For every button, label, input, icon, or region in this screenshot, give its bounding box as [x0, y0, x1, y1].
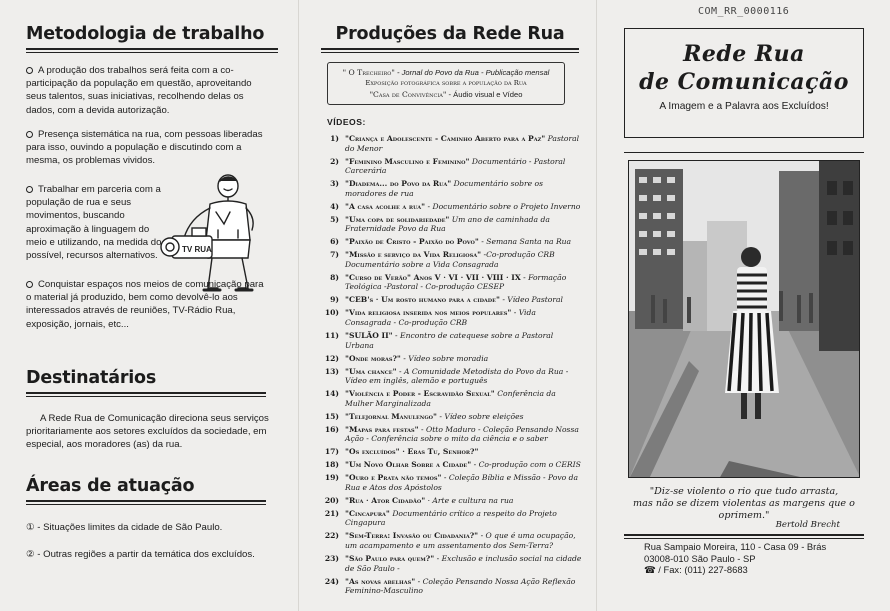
logo-box: [624, 28, 864, 138]
video-text: [345, 460, 583, 470]
video-description: - Encontro de catequese sobre a Pastoral Urbana: [345, 331, 554, 350]
video-item: [321, 509, 583, 528]
video-text: [345, 577, 583, 596]
video-text: [345, 389, 583, 408]
video-description: - A Comunidade Metodista do Povo da Rua - Vídeo em inglês, alemão e português: [345, 366, 569, 386]
video-number: 1): [330, 134, 339, 143]
video-text: [345, 250, 583, 269]
brecht-quote: [624, 486, 864, 522]
destinatarios-text: A Rede Rua de Comunicação direciona seus serviços prioritariamente aos setores excluídos da sociedade, em especial, aos moradores (as) da rua.: [26, 413, 269, 451]
video-number: 4): [330, 201, 339, 211]
video-item: [321, 202, 583, 212]
metodologia-section: [26, 24, 278, 53]
bullet-icon: [26, 186, 33, 193]
areas-title: Áreas de atuação: [26, 476, 195, 496]
video-item: [321, 367, 583, 386]
video-number: 13): [324, 366, 339, 376]
video-description: -Co-produção CRB Documentário sobre a Vida Consagrada: [345, 250, 555, 269]
street-photo: [628, 160, 860, 478]
video-description: - Vídeo Pastoral: [502, 295, 563, 305]
videos-label: VÍDEOS:: [327, 117, 366, 127]
producoes-box: [327, 62, 565, 105]
video-description: - Otto Maduro - Coleção Pensando Nossa Ação - Conferência sobre o mito da ciência e o saber: [345, 424, 579, 444]
video-item: [321, 460, 583, 470]
video-title: "Cincapura": [345, 508, 390, 518]
video-number: 20): [324, 495, 339, 505]
producoes-title: Produções da Rede Rua: [335, 24, 565, 44]
video-title: "Onde moras?": [345, 353, 401, 363]
video-title: "A casa acolhe a rua": [345, 201, 426, 211]
video-item: [321, 237, 583, 247]
video-number: 7): [330, 250, 339, 260]
video-number: 2): [330, 156, 339, 166]
destinatarios-section: [26, 368, 266, 397]
video-title: "Uma copa de solidariedade": [345, 214, 450, 224]
video-number: 21): [324, 508, 339, 518]
video-title: "Um Novo Olhar Sobre a Cidade": [345, 460, 472, 470]
video-description: Conferência da Mulher Marginalizada: [345, 389, 556, 408]
street-photo-illustration: [629, 161, 860, 478]
video-text: [345, 531, 583, 550]
video-text: [345, 425, 583, 444]
metodologia-item-2: Presença sistemática na rua, com pessoas liberadas para isso, ouvindo a população e discutindo com a mesma, os problemas vividos.: [26, 129, 263, 167]
metodologia-item-4: Conquistar espaços nos meios de comunicação para o material já produzido, bem como devolvê-lo aos interessados através de reuniões, TV-Rádio Rua, exposição, jornais, etc...: [26, 279, 264, 330]
video-item: [321, 134, 583, 153]
video-item: [321, 447, 583, 457]
areas-item-2: ② - Outras regiões a partir da temática dos excluídos.: [26, 549, 255, 560]
video-title: "Criança e Adolescente - Caminho Aberto para a Paz": [345, 134, 546, 143]
address-block: [644, 541, 864, 576]
video-description: · Arte e cultura na rua: [427, 495, 514, 505]
video-number: 18): [324, 460, 339, 470]
video-text: [345, 473, 583, 492]
video-item: [321, 554, 583, 573]
video-text: [345, 354, 583, 364]
video-number: 19): [324, 473, 339, 483]
video-description: - Co-produção com o CERIS: [473, 460, 581, 470]
address-line-3: ☎ / Fax: (011) 227-8683: [644, 564, 748, 576]
video-item: [321, 308, 583, 327]
video-number: 10): [324, 308, 339, 318]
producoes-rule: [321, 48, 579, 53]
panel-middle: [298, 0, 596, 611]
video-item: [321, 215, 583, 234]
video-text: [345, 447, 583, 457]
bullet-icon: [26, 131, 33, 138]
video-item: [321, 331, 583, 350]
video-item: [321, 577, 583, 596]
video-text: [345, 331, 583, 350]
video-number: 15): [324, 411, 339, 421]
quote-line-1: "Diz-se violento o rio que tudo arrasta,: [649, 486, 839, 497]
video-item: [321, 473, 583, 492]
videos-list: [321, 134, 583, 599]
metodologia-rule: [26, 48, 278, 53]
video-number: 22): [324, 531, 339, 541]
logo-line-2: de Comunicação: [639, 69, 849, 95]
video-description: - Exclusão e inclusão social na cidade de São Paulo -: [345, 553, 582, 573]
video-title: "Paixão de Cristo - Paixão do Povo": [345, 237, 479, 247]
video-item: [321, 295, 583, 305]
producoes-section: [321, 24, 579, 53]
areas-rule: [26, 500, 266, 505]
video-title: "Mapas para festas": [345, 424, 419, 434]
tagline: A Imagem e a Palavra aos Excluídos!: [659, 101, 829, 112]
photo-rule: [624, 152, 864, 153]
video-title: "Rua · Ator Cidadão": [345, 495, 426, 505]
video-description: - Semana Santa na Rua: [481, 237, 572, 247]
address-line-2: 03008-010 São Paulo - SP: [644, 552, 756, 564]
video-title: "Feminino Masculino e Feminino": [345, 156, 470, 166]
video-number: 5): [330, 214, 339, 224]
video-number: 3): [330, 179, 339, 189]
video-number: 8): [330, 272, 339, 282]
video-text: [345, 157, 583, 176]
video-title: "Ouro e Prata não temos": [345, 473, 442, 483]
video-title: "Os excluídos" · Eras Tu, Senhor?": [345, 447, 479, 457]
video-number: 17): [324, 447, 339, 457]
archive-code: COM_RR_0000116: [698, 6, 790, 17]
quote-line-2: mas não se dizem violentas as margens que o oprimem.": [633, 498, 855, 521]
metodologia-item-3: Trabalhar em parceria com a população de rua e seus movimentos, buscando aproximação à linguagem do meio e utilizando, na medida do possível, recursos alternativos.: [26, 184, 162, 262]
video-description: - Vídeo sobre eleições: [439, 411, 524, 421]
video-title: "Missão e serviço da Vida Religiosa": [345, 250, 482, 260]
video-text: [345, 496, 583, 506]
video-item: [321, 273, 583, 292]
logo-line-1: Rede Rua: [683, 41, 805, 67]
video-title: "São Paulo para quem?": [345, 553, 435, 563]
video-number: 9): [330, 295, 339, 305]
video-number: 23): [324, 553, 339, 563]
video-item: [321, 412, 583, 422]
video-item: [321, 250, 583, 269]
video-description: - O que é uma ocupação, um acampamento e um assentamento dos Sem-Terra?: [345, 531, 576, 550]
video-title: "As novas abelhas": [345, 576, 416, 586]
video-title: "Telejornal Manulengo": [345, 411, 437, 421]
destinatarios-title: Destinatários: [26, 368, 157, 388]
video-title: "Violência e Poder - Escravidão Sexual": [345, 389, 495, 399]
video-text: [345, 202, 583, 212]
box-line-3: "Casa de Convivência" - Áudio visual e Vídeo: [369, 90, 523, 99]
video-title: "CEB's · Um rosto humano para a cidade": [345, 295, 500, 305]
video-number: 6): [330, 237, 339, 247]
video-title: "Curso de Verão" Anos V · VI · VII · VIII · IX: [345, 272, 521, 282]
metodologia-item-1: A produção dos trabalhos será feita com a co-participação da população em questão, aproveitando seus talentos, suas iniciativas, recolhendo delas os dados, com a devida autorização.: [26, 65, 252, 116]
video-description: - Coleção Pensando Nossa Ação Reflexão Feminino-Masculino: [345, 576, 576, 596]
video-description: - Coleção Bíblia e Missão - Povo da Rua e Atos dos Apóstolos: [345, 473, 578, 492]
video-description: Documentário crítico a respeito do Projeto Cingapura: [345, 508, 557, 528]
video-title: "Diadema... do Povo da Rua": [345, 179, 452, 189]
video-text: [345, 509, 583, 528]
video-description: Pastoral do Menor: [345, 134, 580, 153]
video-text: [345, 237, 583, 247]
video-title: "SULÃO II": [345, 331, 393, 340]
video-text: [345, 179, 583, 198]
video-description: - Vida Consagrada - Co-produção CRB: [345, 308, 536, 328]
destinatarios-rule: [26, 392, 266, 397]
video-title: "Vida religiosa inserida nos meios populares": [345, 308, 512, 318]
video-description: - Formação Teológica -Pastoral - Co-produção CESEP: [345, 272, 567, 292]
quote-author: Bertold Brecht: [775, 520, 840, 530]
video-number: 16): [324, 424, 339, 434]
address-rule: [624, 534, 864, 539]
video-description: Documentário sobre os moradores de rua: [345, 179, 543, 198]
video-item: [321, 354, 583, 364]
video-number: 12): [324, 353, 339, 363]
cartoon-caption: TV RUA: [182, 245, 212, 254]
video-title: "Uma chance": [345, 366, 397, 376]
video-description: Um ano de caminhada da Fraternidade Povo da Rua: [345, 214, 550, 234]
video-number: 14): [324, 389, 339, 399]
video-text: [345, 308, 583, 327]
video-item: [321, 496, 583, 506]
video-text: [345, 134, 583, 153]
box-line-2: Exposição fotográfica sobre a população da Rua: [365, 79, 527, 87]
address-line-1: Rua Sampaio Moreira, 110 - Casa 09 - Brás: [644, 541, 827, 552]
video-item: [321, 425, 583, 444]
bullet-icon: [26, 67, 33, 74]
metodologia-title: Metodologia de trabalho: [26, 24, 265, 44]
areas-section: [26, 476, 266, 505]
video-description: Documentário - Pastoral Carcerária: [345, 156, 566, 176]
video-text: [345, 367, 583, 386]
video-item: [321, 531, 583, 550]
box-line-1: " O Trecheiro" - Jornal do Povo da Rua - Publicação mensal: [342, 68, 550, 77]
video-text: [345, 295, 583, 305]
video-item: [321, 157, 583, 176]
bullet-icon: [26, 281, 33, 288]
video-text: [345, 412, 583, 422]
video-number: 11): [324, 331, 339, 340]
video-text: [345, 554, 583, 573]
video-item: [321, 389, 583, 408]
video-text: [345, 215, 583, 234]
areas-item-1: ① - Situações limites da cidade de São Paulo.: [26, 522, 223, 533]
video-description: - Documentário sobre o Projeto Inverno: [427, 201, 581, 211]
video-item: [321, 179, 583, 198]
video-title: "Sem-Terra: Invasão ou Cidadania?": [345, 531, 479, 541]
video-text: [345, 273, 583, 292]
video-number: 24): [324, 576, 339, 586]
video-description: - Vídeo sobre moradia: [403, 353, 489, 363]
